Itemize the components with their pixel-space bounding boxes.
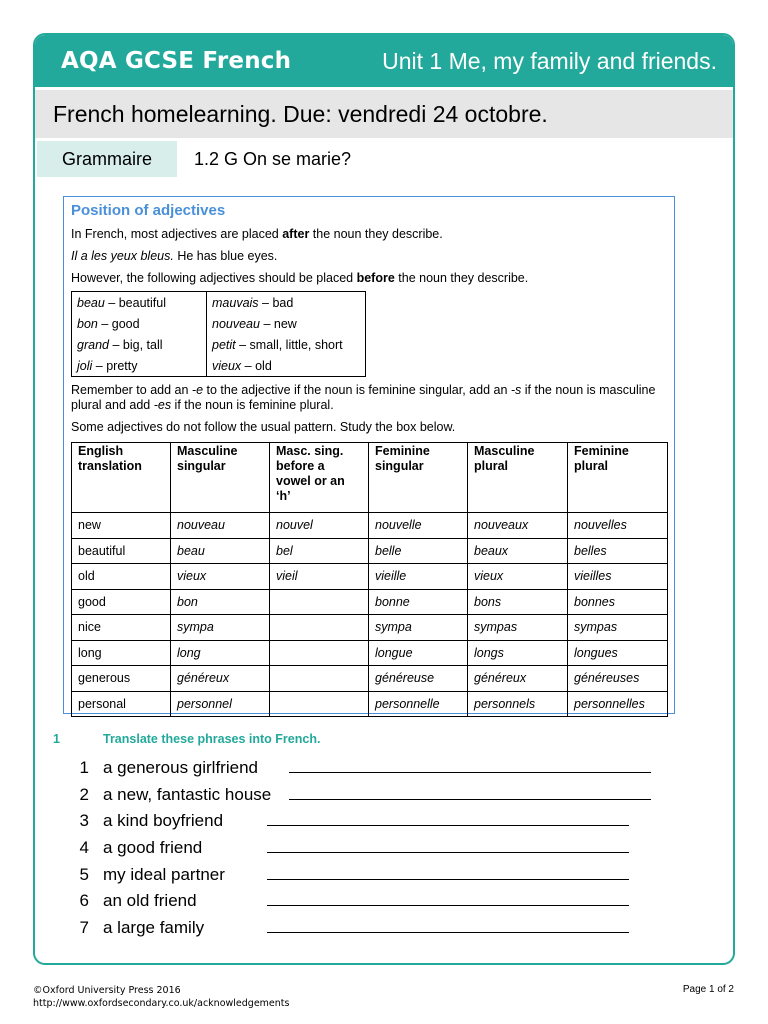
french-form-cell: belle — [369, 538, 468, 564]
section-title: 1.2 G On se marie? — [194, 148, 352, 169]
french-form-cell: vieux — [171, 564, 270, 590]
column-header: Feminine singular — [369, 443, 468, 513]
header-bar — [35, 35, 733, 87]
french-form-cell: personnel — [171, 691, 270, 717]
irregular-intro: Some adjectives do not follow the usual pattern. Study the box below. — [71, 420, 456, 434]
exception-paragraph — [71, 271, 668, 286]
adjective-cell — [207, 355, 366, 377]
exercise-items — [53, 754, 713, 941]
exercise-item — [53, 781, 713, 808]
answer-line[interactable] — [267, 807, 629, 826]
adjective-pair-row — [72, 313, 366, 334]
french-form-cell: bons — [468, 589, 568, 615]
french-form-cell: bel — [270, 538, 369, 564]
column-header: Masculine plural — [468, 443, 568, 513]
adjective-pair-row — [72, 292, 366, 314]
item-phrase: a new, fantastic house — [103, 784, 272, 804]
adjective-cell — [72, 313, 207, 334]
french-form-cell: beaux — [468, 538, 568, 564]
exercise-item — [53, 887, 713, 914]
french-form-cell: longues — [568, 640, 668, 666]
english-cell: generous — [72, 666, 171, 692]
adjective-dash: – — [259, 316, 274, 331]
section-tab — [37, 141, 177, 177]
english-cell: personal — [72, 691, 171, 717]
french-form-cell: personnelle — [369, 691, 468, 717]
english-cell: long — [72, 640, 171, 666]
answer-line[interactable] — [267, 914, 629, 933]
french-form-cell: beau — [171, 538, 270, 564]
adjective-dash: – — [108, 337, 123, 352]
adjective-dash: – — [97, 316, 112, 331]
adjective-english: small, little, short — [249, 337, 343, 352]
example-french: Il a les yeux bleus. — [71, 249, 174, 263]
french-form-cell: bonnes — [568, 589, 668, 615]
adjective-english: good — [111, 316, 140, 331]
agreement-text: Remember to add an — [71, 383, 192, 397]
adjective-cell — [72, 292, 207, 314]
french-form-cell — [270, 640, 369, 666]
french-form-cell: bonne — [369, 589, 468, 615]
french-form-cell — [270, 615, 369, 641]
adjective-english: beautiful — [118, 295, 166, 310]
english-cell: good — [72, 589, 171, 615]
worksheet-frame — [33, 33, 735, 965]
exercise-section — [53, 732, 713, 941]
column-header: Masculine singular — [171, 443, 270, 513]
item-number: 3 — [79, 811, 89, 831]
french-form-cell: sympas — [468, 615, 568, 641]
french-form-cell: généreuse — [369, 666, 468, 692]
french-form-cell: généreuses — [568, 666, 668, 692]
adjective-french: mauvais — [212, 295, 259, 310]
exercise-item — [53, 807, 713, 834]
exception-emphasis: before — [356, 271, 395, 285]
table-row — [72, 538, 668, 564]
adjective-french: joli — [77, 358, 93, 373]
french-form-cell: longs — [468, 640, 568, 666]
answer-line[interactable] — [289, 754, 651, 773]
exercise-item — [53, 861, 713, 888]
adjective-english: new — [273, 316, 297, 331]
french-form-cell: personnelles — [568, 691, 668, 717]
adjective-cell — [72, 334, 207, 355]
item-number: 5 — [79, 864, 89, 884]
before-adjectives-table — [71, 291, 366, 377]
table-row — [72, 564, 668, 590]
answer-line[interactable] — [267, 861, 629, 880]
english-cell: new — [72, 513, 171, 539]
french-form-cell: sympa — [369, 615, 468, 641]
answer-line[interactable] — [267, 887, 629, 906]
agreement-ending: -s — [510, 383, 522, 397]
adjective-dash: – — [92, 358, 107, 373]
unit-title: Unit 1 Me, my family and friends. — [382, 47, 717, 74]
agreement-paragraph — [71, 383, 668, 413]
english-cell: nice — [72, 615, 171, 641]
item-phrase: a good friend — [103, 838, 203, 858]
item-number: 6 — [79, 891, 89, 911]
french-form-cell — [270, 691, 369, 717]
brand-title: AQA GCSE French — [61, 48, 292, 74]
table-row — [72, 691, 668, 717]
acknowledgements-link[interactable]: http://www.oxfordsecondary.co.uk/acknowledgements — [33, 998, 290, 1009]
french-form-cell: bon — [171, 589, 270, 615]
answer-line[interactable] — [267, 834, 629, 853]
adjective-french: beau — [77, 295, 105, 310]
adjective-pair-row — [72, 355, 366, 377]
section-row — [35, 141, 351, 177]
table-row — [72, 615, 668, 641]
item-number: 7 — [79, 918, 89, 938]
adjective-french: grand — [77, 337, 109, 352]
adjective-dash: – — [104, 295, 119, 310]
adjective-french: petit — [212, 337, 236, 352]
adjective-dash: – — [235, 337, 250, 352]
exercise-instruction: Translate these phrases into French. — [103, 732, 321, 746]
agreement-ending: -e — [191, 383, 204, 397]
french-form-cell — [270, 666, 369, 692]
french-form-cell: vieux — [468, 564, 568, 590]
english-cell: beautiful — [72, 538, 171, 564]
adjective-french: bon — [77, 316, 98, 331]
french-form-cell: nouvel — [270, 513, 369, 539]
french-form-cell: long — [171, 640, 270, 666]
rule-emphasis: after — [282, 227, 310, 241]
adjective-cell — [72, 355, 207, 377]
english-cell: old — [72, 564, 171, 590]
example-paragraph — [71, 249, 668, 264]
item-number: 4 — [79, 838, 89, 858]
french-form-cell: nouveaux — [468, 513, 568, 539]
french-form-cell: personnels — [468, 691, 568, 717]
adjective-pair-row — [72, 334, 366, 355]
column-header: Feminine plural — [568, 443, 668, 513]
adjective-english: bad — [272, 295, 294, 310]
french-form-cell: nouvelles — [568, 513, 668, 539]
page-number: Page 1 of 2 — [682, 984, 734, 995]
irregular-adjectives-table — [71, 442, 668, 717]
adjective-dash: – — [241, 358, 256, 373]
example-english: He has blue eyes. — [173, 249, 278, 263]
footer-credits — [33, 984, 289, 1010]
adjective-english: pretty — [106, 358, 138, 373]
french-form-cell: belles — [568, 538, 668, 564]
agreement-text: to the adjective if the noun is feminine singular, add an — [203, 383, 511, 397]
exercise-item — [53, 754, 713, 781]
table-row — [72, 666, 668, 692]
exception-text: the noun they describe. — [394, 271, 529, 285]
adjective-cell — [207, 313, 366, 334]
item-phrase: a generous girlfriend — [103, 758, 258, 777]
grammar-box — [63, 196, 675, 714]
item-number: 1 — [79, 758, 89, 777]
exercise-number: 1 — [53, 732, 60, 746]
french-form-cell — [270, 589, 369, 615]
french-form-cell: généreux — [468, 666, 568, 692]
item-phrase: an old friend — [103, 891, 197, 911]
item-phrase: a large family — [103, 918, 205, 938]
item-phrase: my ideal partner — [103, 864, 225, 884]
table-header-row — [72, 443, 668, 513]
french-form-cell: vieille — [369, 564, 468, 590]
adjective-french: nouveau — [212, 316, 260, 331]
adjective-cell — [207, 334, 366, 355]
grammar-box-title: Position of adjectives — [71, 202, 226, 219]
rule-text: In French, most adjectives are placed — [71, 227, 283, 241]
due-text: French homelearning. Due: vendredi 24 octobre. — [53, 100, 548, 127]
adjective-english: old — [255, 358, 272, 373]
exercise-heading — [53, 732, 713, 746]
item-phrase: a kind boyfriend — [103, 811, 224, 831]
exercise-item — [53, 834, 713, 861]
french-form-cell: vieilles — [568, 564, 668, 590]
column-header: Masc. sing. before a vowel or an ‘h’ — [270, 443, 369, 513]
answer-line[interactable] — [289, 781, 651, 800]
french-form-cell: longue — [369, 640, 468, 666]
table-row — [72, 640, 668, 666]
french-form-cell: sympa — [171, 615, 270, 641]
copyright-text: ©Oxford University Press 2016 — [33, 985, 181, 996]
agreement-text: if the noun is masculine plural and add — [71, 383, 656, 412]
french-form-cell: nouvelle — [369, 513, 468, 539]
french-form-cell: sympas — [568, 615, 668, 641]
adjective-english: big, tall — [122, 337, 163, 352]
exercise-item — [53, 914, 713, 941]
french-form-cell: nouveau — [171, 513, 270, 539]
column-header: English translation — [72, 443, 171, 513]
exception-text: However, the following adjectives should be placed — [71, 271, 357, 285]
section-tab-label: Grammaire — [61, 148, 152, 169]
due-banner — [35, 90, 733, 138]
agreement-ending: -es — [153, 398, 172, 412]
adjective-cell — [207, 292, 366, 314]
rule-paragraph — [71, 227, 668, 242]
adjective-french: vieux — [212, 358, 242, 373]
agreement-text: if the noun is feminine plural. — [171, 398, 334, 412]
rule-text: the noun they describe. — [309, 227, 443, 241]
table-row — [72, 589, 668, 615]
table-row — [72, 513, 668, 539]
adjective-dash: – — [258, 295, 273, 310]
french-form-cell: généreux — [171, 666, 270, 692]
french-form-cell: vieil — [270, 564, 369, 590]
item-number: 2 — [79, 784, 89, 804]
